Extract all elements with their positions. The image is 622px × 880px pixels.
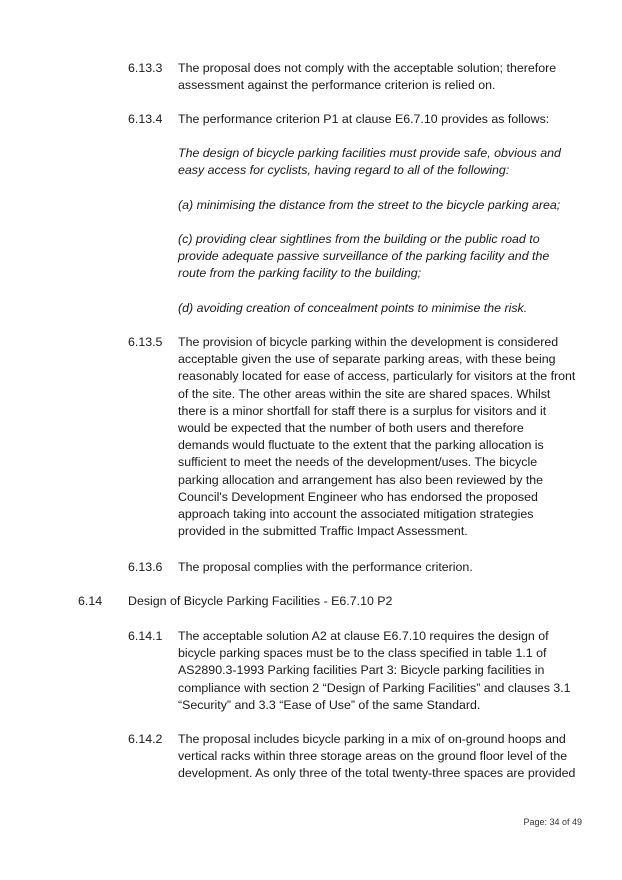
paragraph-number: 6.13.5 [128,335,163,349]
paragraph-text: The proposal includes bicycle parking in a mix of on-ground hoops and vertical racks within three storage areas on the ground floor level of the development. As only three of the total twenty-three spaces are provided [178,732,576,781]
paragraph-text: The acceptable solution A2 at clause E6.7.10 requires the design of bicycle parking spaces must be to the class specified in table 1.1 of AS2890.3-1993 Parking facilities Part 3: Bicycle parking facilities in compliance with section 2 “Design of Parking Facilities” and clauses 3.1 “Security” and 3.3 “Ease of Use” of the same Standard. [178,629,571,712]
paragraph-number: 6.13.3 [128,61,163,75]
quote-item-a: (a) minimising the distance from the street to the bicycle parking area; [178,198,561,212]
paragraph-text: The proposal complies with the performance criterion. [178,560,473,574]
quote-item-c: (c) providing clear sightlines from the building or the public road to provide adequate passive surveillance of the parking facility and the route from the parking facility to the building; [178,232,550,281]
paragraph-6-13-5 [128,334,578,540]
quote-item-d: (d) avoiding creation of concealment points to minimise the risk. [178,301,528,315]
paragraph-text: The provision of bicycle parking within the development is considered acceptable given the use of separate parking areas, with these being reasonably located for ease of access, particularly for visitors at the front of the site. The other areas within the site are shared spaces. Whilst there is a minor shortfall for staff there is a surplus for visitors and it would be expected that the number of both users and therefore demands would fluctuate to the extent that the parking allocation is sufficient to meet the needs of the development/uses. The bicycle parking allocation and arrangement has also been reviewed by the Council's Development Engineer who has endorsed the proposed approach taking into account the associated mitigation strategies provided in the submitted Traffic Impact Assessment. [178,335,576,539]
paragraph-6-13-3 [128,60,578,94]
paragraph-6-14-2 [128,731,578,783]
paragraph-number: 6.14.1 [128,629,163,643]
paragraph-6-14-1 [128,628,578,714]
paragraph-number: 6.13.6 [128,560,163,574]
page-number: Page: 34 of 49 [523,817,582,827]
paragraph-number: 6.13.4 [128,112,163,126]
paragraph-text: The performance criterion P1 at clause E6.7.10 provides as follows: [178,112,550,126]
section-heading-6-14 [78,593,578,610]
paragraph-number: 6.14.2 [128,732,163,746]
paragraph-6-13-4 [128,111,578,128]
paragraph-text: The proposal does not comply with the acceptable solution; therefore assessment against the performance criterion is relied on. [178,61,557,93]
section-title: Design of Bicycle Parking Facilities - E6.7.10 P2 [128,594,393,608]
section-number: 6.14 [78,594,103,608]
quote-intro: The design of bicycle parking facilities must provide safe, obvious and easy access for cyclists, having regard to all of the following: [178,146,561,178]
paragraph-6-13-6 [128,559,578,576]
